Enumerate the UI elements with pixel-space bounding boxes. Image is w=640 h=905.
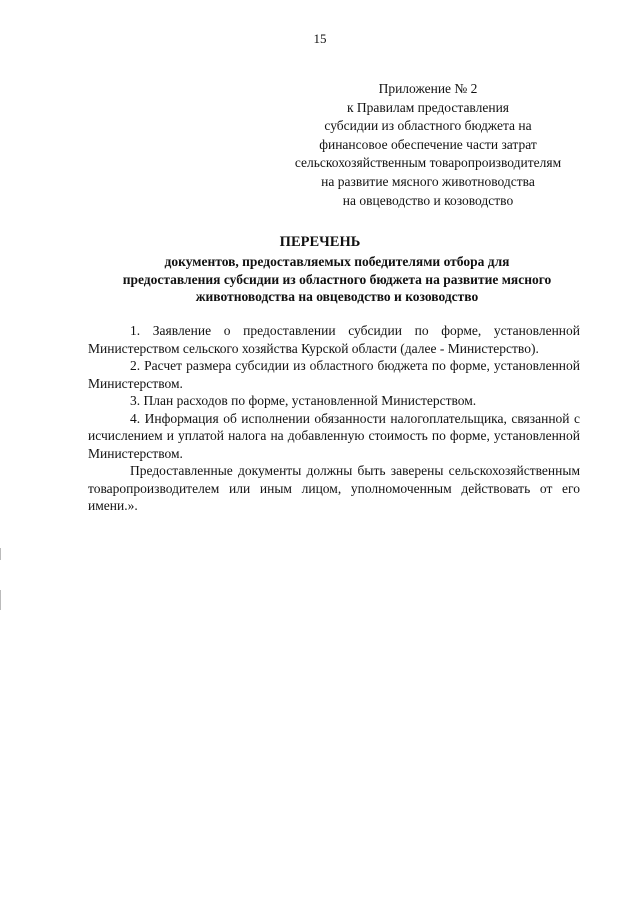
appendix-line: сельскохозяйственным товаропроизводителям <box>294 155 562 171</box>
appendix-line: Приложение № 2 <box>378 81 478 96</box>
subtitle-line: документов, предоставляемых победителями отбора для <box>164 254 510 269</box>
list-item: 1. Заявление о предоставлении субсидии по форме, установленной Министерством сельского хозяйства Курской области (далее - Министерство). <box>88 323 580 356</box>
document-title: ПЕРЕЧЕНЬ <box>279 234 361 250</box>
appendix-line: на развитие мясного животноводства <box>321 173 535 189</box>
page-number: 15 <box>313 31 327 46</box>
list-item: 3. План расходов по форме, установленной Министерством. <box>130 393 477 408</box>
document-body <box>88 322 580 515</box>
appendix-line: на овцеводство и козоводство <box>342 192 514 208</box>
appendix-line: финансовое обеспечение части затрат <box>319 136 537 152</box>
scan-edge-mark <box>0 590 1 610</box>
appendix-line: к Правилам предоставления <box>346 99 510 115</box>
appendix-line: субсидии из областного бюджета на <box>324 118 532 134</box>
closing-paragraph: Предоставленные документы должны быть заверены сельскохозяйственным товаропроизводителем или иным лицом, уполномоченным действовать от его имени.». <box>88 463 580 513</box>
subtitle-line: предоставления субсидии из областного бюджета на развитие мясного <box>122 271 552 287</box>
appendix-header <box>270 80 586 210</box>
scan-edge-mark <box>0 548 1 560</box>
list-item: 2. Расчет размера субсидии из областного бюджета по форме, установленной Министерством. <box>88 358 580 391</box>
subtitle-line: животноводства на овцеводство и козоводство <box>195 289 479 304</box>
document-subtitle <box>88 253 586 306</box>
list-item: 4. Информация об исполнении обязанности налогоплательщика, связанной с исчислением и уплатой налога на добавленную стоимость по форме, установленной Министерством. <box>88 410 580 461</box>
